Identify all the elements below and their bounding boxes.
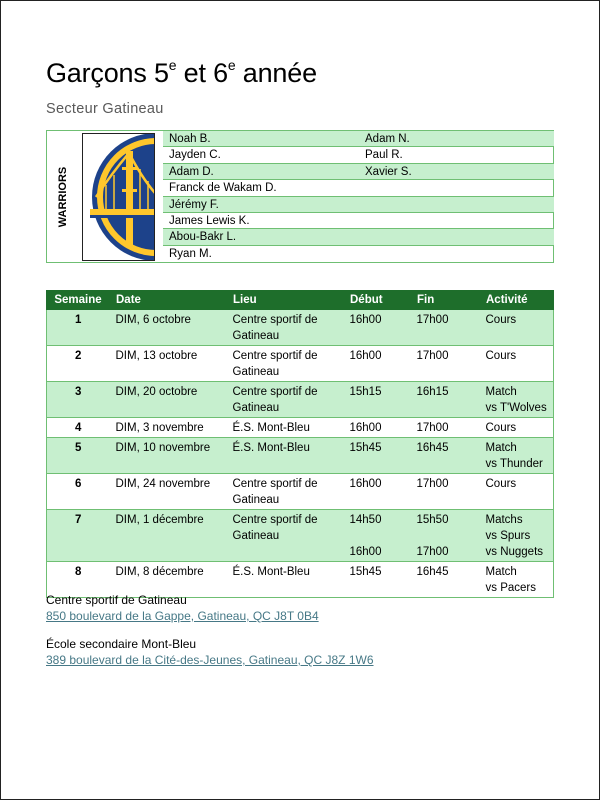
place-cell-line: É.S. Mont-Bleu <box>232 566 310 578</box>
date-cell: DIM, 3 novembre <box>110 418 227 438</box>
activity-cell-line: Match <box>485 442 517 454</box>
player-row <box>163 229 554 245</box>
location-mont-bleu <box>46 636 374 668</box>
activity-cell-line: vs T'Wolves <box>485 402 547 414</box>
activity-cell-line: vs Pacers <box>485 582 536 594</box>
end-time-cell-line: 16h15 <box>416 386 449 398</box>
end-time-cell-line: 16h45 <box>416 442 449 454</box>
schedule-table <box>46 290 554 598</box>
activity-cell-line: Match <box>485 386 517 398</box>
schedule-row <box>47 510 554 562</box>
player-name: Jayden C. <box>169 149 221 162</box>
player-row <box>163 197 554 213</box>
place-cell <box>227 418 344 438</box>
page-title: Garçons 5e et 6e année <box>46 57 317 88</box>
start-time-cell-line: 15h15 <box>349 386 382 398</box>
place-cell-line: É.S. Mont-Bleu <box>232 442 310 454</box>
player-row <box>163 213 554 229</box>
place-cell-line: Centre sportif de <box>232 314 318 326</box>
week-cell: 7 <box>47 510 110 562</box>
place-cell-line: Gatineau <box>232 494 280 506</box>
column-header-week: Semaine <box>47 291 110 310</box>
start-time-cell-line: 15h45 <box>349 442 382 454</box>
date-cell: DIM, 20 octobre <box>110 382 227 418</box>
place-cell <box>227 346 344 382</box>
activity-cell-line: vs Nuggets <box>485 546 544 558</box>
place-cell <box>227 510 344 562</box>
week-cell: 8 <box>47 562 110 598</box>
page-subtitle: Secteur Gatineau <box>46 101 164 117</box>
start-time-cell <box>344 346 411 382</box>
end-time-cell <box>411 310 480 346</box>
start-time-cell-line <box>350 528 411 544</box>
place-cell-line: Centre sportif de <box>232 514 318 526</box>
activity-cell <box>480 510 554 562</box>
start-time-cell-line: 16h00 <box>349 422 382 434</box>
player-name: Jérémy F. <box>169 198 219 211</box>
end-time-cell-line: 17h00 <box>416 546 449 558</box>
start-time-cell <box>344 310 411 346</box>
schedule-row <box>47 310 554 346</box>
player-row <box>163 164 554 180</box>
player-row <box>163 246 554 262</box>
player-row <box>163 180 554 196</box>
player-list <box>163 131 554 262</box>
activity-cell <box>480 562 554 598</box>
player-name: Xavier S. <box>365 165 412 178</box>
player-name: Paul R. <box>365 149 403 162</box>
place-cell-line: Centre sportif de <box>232 386 318 398</box>
schedule-row <box>47 438 554 474</box>
place-cell-line: É.S. Mont-Bleu <box>232 422 310 434</box>
schedule-row <box>47 346 554 382</box>
location-centre-sportif <box>46 592 319 624</box>
start-time-cell <box>344 510 411 562</box>
activity-cell <box>480 474 554 510</box>
end-time-cell <box>411 510 480 562</box>
activity-cell-line: Matchs <box>485 514 523 526</box>
week-cell: 2 <box>47 346 110 382</box>
end-time-cell-line: 15h50 <box>416 514 449 526</box>
end-time-cell <box>411 418 480 438</box>
location-address-link[interactable]: 389 boulevard de la Cité-des-Jeunes, Gatineau, QC J8Z 1W6 <box>46 653 374 667</box>
start-time-cell-line: 16h00 <box>349 546 382 558</box>
column-header-activity: Activité <box>480 291 554 310</box>
activity-cell-line: Match <box>485 566 517 578</box>
column-header-date: Date <box>110 291 227 310</box>
team-name-label: WARRIORS <box>57 166 69 227</box>
activity-cell-line: Cours <box>485 422 517 434</box>
location-address-link[interactable]: 850 boulevard de la Gappe, Gatineau, QC J8T 0B4 <box>46 609 319 623</box>
date-cell: DIM, 1 décembre <box>110 510 227 562</box>
column-header-start: Début <box>344 291 411 310</box>
end-time-cell <box>411 474 480 510</box>
player-name: Noah B. <box>169 133 211 145</box>
player-name: Abou-Bakr L. <box>169 231 237 244</box>
start-time-cell <box>344 438 411 474</box>
player-name: Ryan M. <box>169 247 212 260</box>
end-time-cell-line: 17h00 <box>416 422 449 434</box>
activity-cell-line: Cours <box>485 350 517 362</box>
end-time-cell <box>411 382 480 418</box>
date-cell: DIM, 8 décembre <box>110 562 227 598</box>
schedule-row <box>47 418 554 438</box>
place-cell <box>227 474 344 510</box>
end-time-cell-line <box>417 528 480 544</box>
schedule-header-row <box>47 291 554 310</box>
player-name: Adam N. <box>365 133 410 145</box>
activity-cell-line: Cours <box>485 314 517 326</box>
place-cell-line: Gatineau <box>232 530 280 542</box>
place-cell-line: Gatineau <box>232 330 280 342</box>
end-time-cell <box>411 346 480 382</box>
place-cell-line: Centre sportif de <box>232 478 318 490</box>
activity-cell <box>480 382 554 418</box>
week-cell: 1 <box>47 310 110 346</box>
end-time-cell-line: 17h00 <box>416 314 449 326</box>
activity-cell <box>480 438 554 474</box>
start-time-cell <box>344 418 411 438</box>
player-row <box>163 131 554 147</box>
activity-cell <box>480 310 554 346</box>
week-cell: 3 <box>47 382 110 418</box>
date-cell: DIM, 10 novembre <box>110 438 227 474</box>
end-time-cell-line: 16h45 <box>416 566 449 578</box>
column-header-end: Fin <box>411 291 480 310</box>
date-cell: DIM, 6 octobre <box>110 310 227 346</box>
start-time-cell <box>344 474 411 510</box>
end-time-cell <box>411 438 480 474</box>
place-cell <box>227 310 344 346</box>
week-cell: 5 <box>47 438 110 474</box>
place-cell <box>227 438 344 474</box>
player-row <box>163 147 554 163</box>
place-cell <box>227 382 344 418</box>
start-time-cell <box>344 382 411 418</box>
activity-cell-line: vs Spurs <box>485 530 531 542</box>
activity-cell <box>480 346 554 382</box>
place-cell-line: Gatineau <box>232 402 280 414</box>
place-cell-line: Gatineau <box>232 366 280 378</box>
player-name: James Lewis K. <box>169 214 250 227</box>
week-cell: 4 <box>47 418 110 438</box>
date-cell: DIM, 24 novembre <box>110 474 227 510</box>
end-time-cell <box>411 562 480 598</box>
end-time-cell-line: 17h00 <box>416 478 449 490</box>
week-cell: 6 <box>47 474 110 510</box>
date-cell: DIM, 13 octobre <box>110 346 227 382</box>
player-name: Franck de Wakam D. <box>169 182 277 195</box>
golden-gate-bridge-logo-icon <box>82 133 155 261</box>
column-header-place: Lieu <box>227 291 344 310</box>
activity-cell <box>480 418 554 438</box>
place-cell-line: Centre sportif de <box>232 350 318 362</box>
schedule-row <box>47 474 554 510</box>
start-time-cell-line: 16h00 <box>349 478 382 490</box>
location-name: École secondaire Mont-Bleu <box>46 637 197 651</box>
player-name: Adam D. <box>169 165 214 178</box>
start-time-cell-line: 16h00 <box>349 314 382 326</box>
schedule-row <box>47 382 554 418</box>
start-time-cell <box>344 562 411 598</box>
team-roster <box>46 130 554 263</box>
start-time-cell-line: 15h45 <box>349 566 382 578</box>
location-name: Centre sportif de Gatineau <box>46 593 187 607</box>
activity-cell-line: vs Thunder <box>485 458 543 470</box>
start-time-cell-line: 14h50 <box>349 514 382 526</box>
end-time-cell-line: 17h00 <box>416 350 449 362</box>
start-time-cell-line: 16h00 <box>349 350 382 362</box>
activity-cell-line: Cours <box>485 478 517 490</box>
